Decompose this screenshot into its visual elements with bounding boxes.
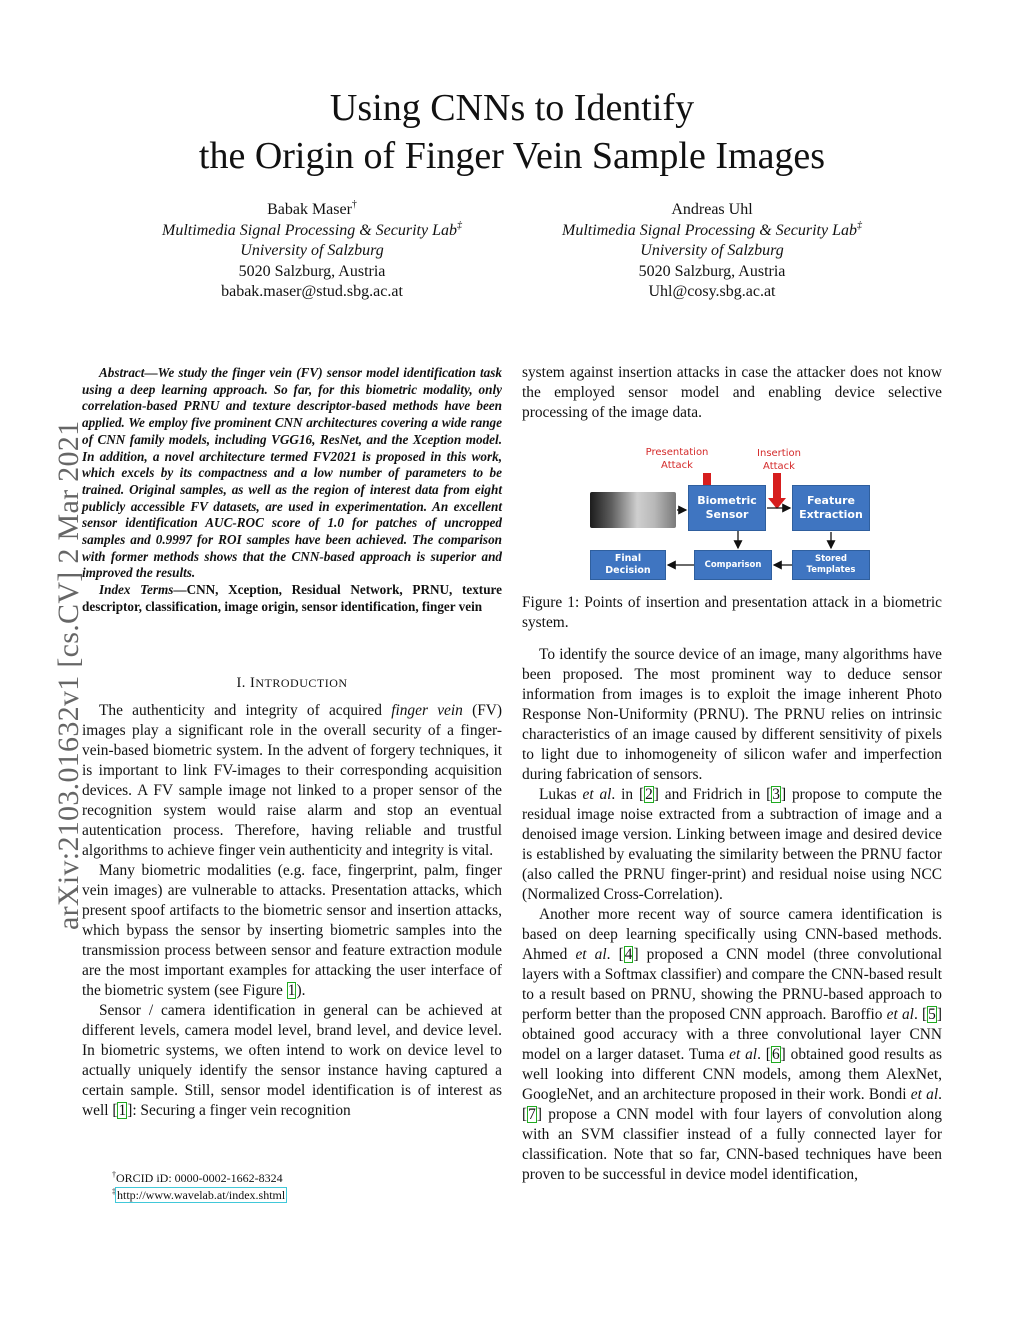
block-label: Final Decision [605, 553, 651, 576]
author-affiliation: Multimedia Signal Processing & Security Lab [562, 221, 857, 239]
arxiv-stamp[interactable]: arXiv:2103.01632v1 [cs.CV] 2 Mar 2021 [52, 420, 85, 930]
paragraph-intro-1 [82, 701, 502, 861]
author-email[interactable]: Uhl@cosy.sbg.ac.at [648, 283, 776, 300]
paragraph-deep-learning [522, 905, 942, 1185]
author-university: University of Salzburg [640, 242, 784, 259]
right-column-body [522, 645, 942, 1185]
section-title-first: I [250, 675, 256, 691]
citation-link[interactable]: 2 [645, 786, 653, 803]
paragraph-continued: system against insertion attacks in case the attacker does not know the employed sensor model and enabling device selective processing of the image data. [522, 364, 942, 421]
paragraph-prnu: To identify the source device of an image, many algorithms have been proposed. The most prominent way to deduce sensor information from images is to exploit the image inherent Photo Response Non-Uniformity (PRNU). The PRNU relies on intrinsic characteristics of an image caused by different sensitivity of pixels to light due to inhomogeneity of silicon wafer and imperfection during fabrication of sensors. [522, 646, 942, 783]
text-run: Lukas [539, 786, 583, 803]
title-line-2: the Origin of Finger Vein Sample Images [198, 135, 826, 177]
presentation-attack-label: Presentation Attack [645, 447, 709, 471]
text-run: ). [296, 982, 306, 999]
text-run-italic: et al [910, 1086, 939, 1103]
section-title-rest: NTRODUCTION [255, 676, 348, 690]
text-run: . [ [606, 946, 624, 963]
text-run-italic: et al [886, 1006, 914, 1023]
citation-link[interactable]: 3 [772, 786, 780, 803]
figure-connectors [522, 440, 942, 590]
abstract-label: Abstract [99, 365, 145, 380]
author-university: University of Salzburg [240, 242, 384, 259]
text-run: (FV) images play a significant role in the overall security of a finger-vein-based biometric system. In the advent of forgery techniques, it is important to link FV-images to their corresponding acquisition devices. A FV sample image not linked to a proper sensor of the recognition system would raise alarm and stop an eventual autentication process. Therefore, having reliable and trustful algorithms to achieve finger vein authenticity and integrity is vital. [82, 702, 502, 859]
author-name: Andreas Uhl [671, 201, 753, 218]
figure-1-caption: Figure 1: Points of insertion and presentation attack in a biometric system. [522, 594, 942, 631]
author-email[interactable]: babak.maser@stud.sbg.ac.at [221, 283, 403, 300]
block-label: Feature Extraction [799, 494, 863, 521]
text-run: ] propose to compute the residual image noise extracted from a subtraction of image and a denoised image version. Linking between image and desired device is established by evaluating the similarity between the PRNU factor (also called the PRNU finger-print) and residual noise using NCC (Normalized Cross-Correlation). [522, 786, 943, 903]
text-run: ] propose a CNN model with four layers of convolution along with an SVM classifier instead of a fully connected layer for classification. Note that so far, CNN-based techniques have been proven to be successful in device model identification, [522, 1106, 942, 1183]
text-run: Sensor / camera identification in general can be achieved at different levels, camera model level, brand level, and device level. In biometric systems, we often intend to work on device level to actually uniquely identify the sensor instance having captured a certain sample. Still, sensor model identification is of interest as well [ [82, 1002, 502, 1119]
insertion-attack-label: Insertion Attack [757, 448, 801, 472]
figure-ref-link[interactable]: 1 [287, 982, 296, 999]
text-run: ] obtained good accuracy with a three convolutional layer CNN model on a larger dataset. Tuma [522, 1006, 942, 1063]
text-run: ] obtained good results as well looking into different CNN models, among them AlexNet, GoogleNet, and an architecture proposed in their work. Bondi [522, 1046, 942, 1103]
citation-link[interactable]: 4 [624, 946, 633, 963]
paragraph-intro-2 [82, 861, 502, 1001]
text-run-italic: finger vein [391, 702, 463, 719]
paragraph-lukas [522, 785, 942, 905]
author-affiliation: Multimedia Signal Processing & Security Lab [162, 221, 457, 239]
author-address: 5020 Salzburg, Austria [638, 262, 786, 280]
paper-title [0, 84, 1024, 180]
citation-link[interactable]: 1 [118, 1102, 127, 1119]
abstract-text: —We study the finger vein (FV) sensor model identification task using a deep learning approach. So far, for this biometric modality, only correlation-based PRNU and texture descriptor-based methods have been applied. We employ five prominent CNN architectures covering a wide range of CNN family models, including VGG16, ResNet, and the Xception model. In addition, a novel architecture termed FV2021 is proposed in this work, which excels by its compactness and a low number of parameters to be trained. Original samples, as well as the region of interest data from eight publicly accessible FV datasets, are used in experimentation. An excellent sensor identification AUC-ROC score of 1.0 for patches of uncropped samples and 0.9997 for ROI samples have been achieved. The comparison with former methods shows that the CNN-based approach is superior and improved the results. [82, 365, 502, 581]
text-run: ] and Fridrich in [ [653, 786, 772, 803]
text-run: . [ [757, 1046, 771, 1063]
affiliation-mark: ‡ [856, 219, 862, 231]
text-run: . [ [522, 1086, 942, 1123]
section-heading-introduction [82, 673, 502, 693]
text-run: Another more recent way of source camera identification is based on deep learning specifically using CNN-based methods. Ahmed [522, 906, 942, 963]
text-run: Many biometric modalities (e.g. face, fingerprint, palm, finger vein images) are vulnerable to attacks. Presentation attacks, which present spoof artifacts to the biometric sensor and insertion attacks, which bypass the sensor by inserting biometric samples into the transmission process between sensor and feature extraction module are the most important examples for attacking the user interface of the biometric system (see Figure [82, 862, 502, 999]
author-name-mark: † [351, 199, 357, 210]
affiliation-mark: ‡ [456, 219, 462, 231]
text-run-italic: et al [575, 946, 607, 963]
left-column-body [82, 660, 502, 1121]
author-block-1 [102, 200, 522, 303]
text-run: ] proposed a CNN model (three convolutional layers with a Softmax classifier) and compare the CNN-based result to a result based on PRNU, showing the PRNU-based approach to perform better than the proposed CNN approach. Baroffio [522, 946, 942, 1023]
author-block-2 [502, 200, 922, 303]
text-run: . [ [913, 1006, 928, 1023]
footnotes [112, 1170, 502, 1204]
title-line-1: Using CNNs to Identify [329, 87, 695, 129]
block-label: Comparison [704, 559, 762, 570]
footnote-url-link[interactable]: http://www.wavelab.at/index.shtml [117, 1188, 286, 1202]
block-label: Stored Templates [806, 554, 856, 575]
paragraph-intro-3 [82, 1001, 502, 1121]
figure-1 [522, 440, 942, 590]
author-address: 5020 Salzburg, Austria [238, 262, 386, 280]
text-run: The authenticity and integrity of acquired [99, 702, 392, 719]
citation-link[interactable]: 6 [771, 1046, 780, 1063]
text-run-italic: et al [582, 786, 612, 803]
footnote-mark: ‡ [112, 1187, 116, 1196]
footnote-mark: † [112, 1170, 116, 1179]
abstract [82, 365, 502, 616]
index-terms-label: Index Terms [99, 582, 174, 598]
block-label: Biometric Sensor [697, 494, 757, 521]
text-run-italic: et al [729, 1046, 758, 1063]
citation-link[interactable]: 5 [928, 1006, 936, 1023]
index-terms: —CNN, Xception, Residual Network, PRNU, texture descriptor, classification, image origin, sensor identification, finger vein [82, 582, 502, 614]
right-column-top [522, 363, 942, 423]
text-run: . in [ [611, 786, 645, 803]
footnote-orcid: ORCID iD: 0000-0002-1662-8324 [116, 1171, 283, 1185]
citation-link[interactable]: 7 [528, 1106, 536, 1123]
section-number: I. [236, 675, 246, 691]
author-name: Babak Maser [267, 201, 352, 218]
text-run: ]: Securing a finger vein recognition [127, 1102, 351, 1119]
